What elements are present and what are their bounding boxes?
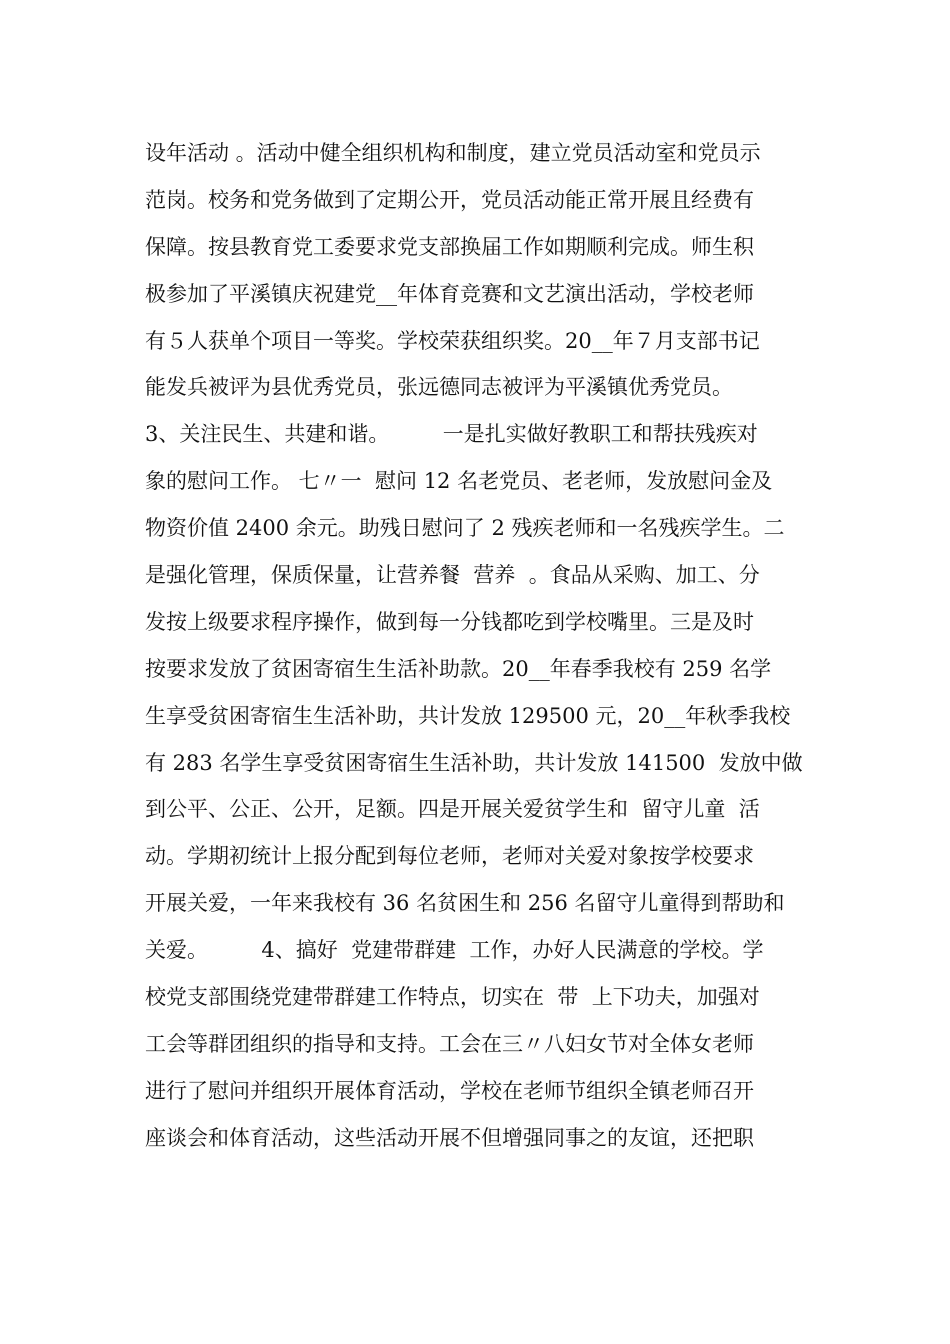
text-line: 有５人获单个项目一等奖。学校荣获组织奖。20__年７月支部书记	[145, 328, 760, 353]
text-line: 工会等群团组织的指导和支持。工会在三〃八妇女节对全体女老师	[145, 1031, 754, 1056]
text-line: 设年活动 。活动中健全组织机构和制度，建立党员活动室和党员示	[145, 141, 761, 165]
text-line: 极参加了平溪镇庆祝建党__年体育竞赛和文艺演出活动，学校老师	[145, 281, 754, 306]
text-line: 能发兵被评为县优秀党员，张远德同志被评为平溪镇优秀党员。	[145, 375, 733, 400]
text-line: 校党支部围绕党建带群建工作特点，切实在 带 上下功夫，加强对	[145, 985, 760, 1010]
text-line: 座谈会和体育活动，这些活动开展不但增强同事之的友谊，还把职	[145, 1125, 754, 1150]
text-line: 有 283 名学生享受贫困寄宿生生活补助，共计发放 141500 发放中做	[145, 750, 803, 775]
text-line: 保障。按县教育党工委要求党支部换届工作如期顺利完成。师生积	[145, 234, 754, 259]
body-text	[145, 130, 825, 1162]
text-line: 关爱。 4、搞好 党建带群建 工作，办好人民满意的学校。学	[145, 938, 764, 963]
text-line: 范岗。校务和党务做到了定期公开，党员活动能正常开展且经费有	[145, 187, 754, 212]
text-line: 发按上级要求程序操作，做到每一分钱都吃到学校嘴里。三是及时	[145, 609, 754, 634]
text-line: 3、关注民生、共建和谐。 一是扎实做好教职工和帮扶残疾对	[145, 422, 758, 447]
text-line: 开展关爱，一年来我校有 36 名贫困生和 256 名留守儿童得到帮助和	[145, 891, 785, 916]
text-line: 到公平、公正、公开，足额。四是开展关爱贫学生和 留守儿童 活	[145, 797, 760, 822]
text-line: 按要求发放了贫困寄宿生生活补助款。20__年春季我校有 259 名学	[145, 656, 772, 681]
text-line: 物资价值 2400 余元。助残日慰问了 2 残疾老师和一名残疾学生。二	[145, 516, 785, 541]
text-line: 象的慰问工作。 七〃一 慰问 12 名老党员、老老师，发放慰问金及	[145, 469, 773, 494]
text-line: 动。学期初统计上报分配到每位老师，老师对关爱对象按学校要求	[145, 844, 754, 869]
text-line: 生享受贫困寄宿生生活补助，共计发放 129500 元，20__年秋季我校	[145, 703, 791, 728]
text-line: 进行了慰问并组织开展体育活动，学校在老师节组织全镇老师召开	[145, 1078, 754, 1103]
text-line: 是强化管理，保质保量，让营养餐 营养 。食品从采购、加工、分	[145, 563, 760, 588]
